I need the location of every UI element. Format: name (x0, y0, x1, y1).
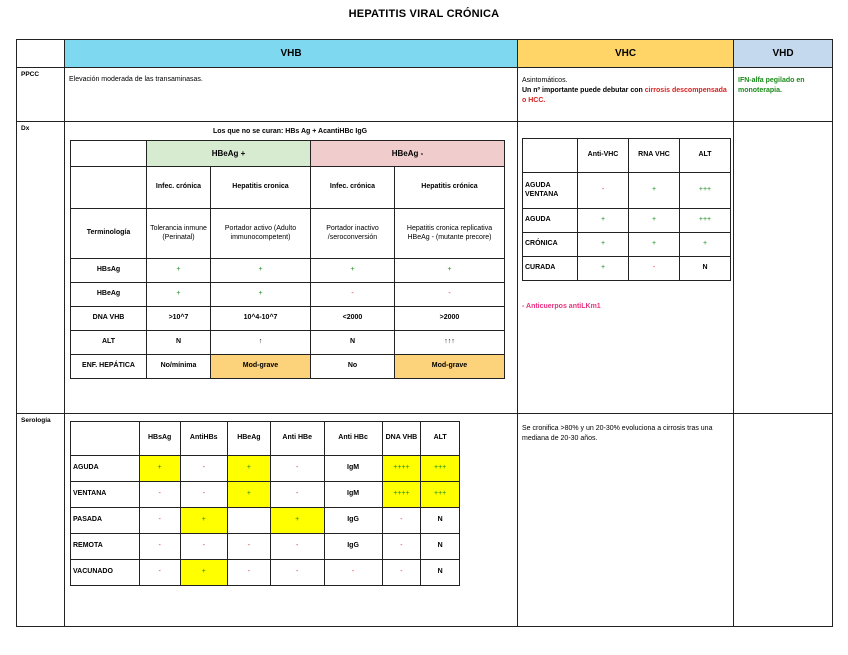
vhc-row (523, 233, 731, 257)
vhc-cell: + (578, 257, 629, 281)
vhc-column-header: RNA VHC (629, 139, 680, 173)
serology-cell: - (180, 456, 227, 482)
serology-cell: +++ (421, 456, 460, 482)
vhc-cell: + (578, 233, 629, 257)
serology-cell: IgG (324, 534, 382, 560)
serology-cell: + (227, 482, 270, 508)
dx-hbv-table (70, 140, 505, 379)
dx-cell: ↑↑↑ (395, 331, 505, 355)
vhc-cell: + (680, 233, 731, 257)
serology-cell: - (270, 456, 324, 482)
vhc-cell: + (629, 233, 680, 257)
vhc-cell: + (629, 209, 680, 233)
row-label-ppcc: PPCC (17, 68, 65, 122)
dx-cell: No/mínima (147, 355, 211, 379)
hbeag-negative-header: HBeAg - (311, 141, 505, 167)
dx-cell: + (147, 283, 211, 307)
serology-cell: - (227, 534, 270, 560)
vhc-cell: + (629, 173, 680, 209)
vhc-header-row (523, 139, 731, 173)
dx-sub-corner (71, 167, 147, 209)
serology-column-header: DNA VHB (382, 422, 421, 456)
ppcc-vhc (518, 68, 734, 122)
serology-cell: - (139, 560, 180, 586)
serology-cell: - (270, 534, 324, 560)
serology-cell: - (180, 534, 227, 560)
serology-row-label: VENTANA (71, 482, 140, 508)
dx-row-label: ALT (71, 331, 147, 355)
serology-row (71, 560, 460, 586)
serology-cell: - (270, 560, 324, 586)
dx-row (71, 307, 505, 331)
dx-sub-header: Infec. crónica (147, 167, 211, 209)
dx-cell: ↑ (211, 331, 311, 355)
serology-column-header: HBeAg (227, 422, 270, 456)
vhc-cell: +++ (680, 209, 731, 233)
serology-cell: - (139, 534, 180, 560)
dx-cell: Mod-grave (395, 355, 505, 379)
serology-cell (227, 508, 270, 534)
dx-row (71, 283, 505, 307)
dx-sub-header: Infec. crónica (311, 167, 395, 209)
dx-cell: + (147, 259, 211, 283)
vhc-table (522, 138, 731, 281)
serology-table (70, 421, 460, 586)
dx-cell: <2000 (311, 307, 395, 331)
serology-row-label: VACUNADO (71, 560, 140, 586)
dx-cell: Portador activo (Adulto immunocompetent) (211, 209, 311, 259)
dx-row-label: ENF. HEPÁTICA (71, 355, 147, 379)
hbeag-positive-header: HBeAg + (147, 141, 311, 167)
vhc-header: VHC (518, 40, 734, 68)
dx-cell: + (311, 259, 395, 283)
serology-cell: N (421, 508, 460, 534)
serology-cell: - (382, 508, 421, 534)
dx-cell: Hepatitis cronica replicativa HBeAg - (mutante precore) (395, 209, 505, 259)
dx-cell: >10^7 (147, 307, 211, 331)
serology-row (71, 482, 460, 508)
serology-column-header: AntiHBs (180, 422, 227, 456)
serology-cell: N (421, 560, 460, 586)
dx-cell: Tolerancia inmune (Perinatal) (147, 209, 211, 259)
dx-corner (71, 141, 147, 167)
vhc-cell: + (578, 209, 629, 233)
serology-cell: ++++ (382, 482, 421, 508)
vhc-row (523, 257, 731, 281)
sero-vhc: Se cronifica >80% y un 20-30% evoluciona a cirrosis tras una mediana de 20-30 años. (518, 414, 734, 627)
dx-row (71, 331, 505, 355)
ppcc-vhd: IFN-alfa pegilado en monoterapia. (734, 68, 833, 122)
dx-cell: Mod-grave (211, 355, 311, 379)
dx-cell: Portador inactivo /seroconversión (311, 209, 395, 259)
serology-cell: - (270, 482, 324, 508)
dx-vhd (734, 122, 833, 414)
serology-cell: + (270, 508, 324, 534)
dx-row-label: Terminología (71, 209, 147, 259)
ppcc-vhc-line2: Un nº importante puede debutar con (522, 87, 645, 95)
serology-row (71, 508, 460, 534)
serology-cell: + (227, 456, 270, 482)
sero-vhd (734, 414, 833, 627)
vhc-cell: N (680, 257, 731, 281)
vhc-cell: +++ (680, 173, 731, 209)
vhd-header: VHD (734, 40, 833, 68)
dx-caption: Los que no se curan: HBs Ag + AcantiHBc IgG (212, 128, 368, 135)
vhc-row-label: CRÓNICA (523, 233, 578, 257)
vhc-row (523, 173, 731, 209)
row-label-serologia: Serología (17, 414, 65, 627)
dx-cell: N (311, 331, 395, 355)
vhc-row (523, 209, 731, 233)
dx-row (71, 355, 505, 379)
vhc-row-label: CURADA (523, 257, 578, 281)
dx-row (71, 259, 505, 283)
vhc-row-label: AGUDA (523, 209, 578, 233)
dx-sub-header: Hepatitis crónica (395, 167, 505, 209)
serology-cell: + (139, 456, 180, 482)
serology-cell: + (180, 560, 227, 586)
page-title: HEPATITIS VIRAL CRÓNICA (348, 8, 500, 20)
serology-cell: - (324, 560, 382, 586)
serology-cell: ++++ (382, 456, 421, 482)
dx-row-label: HBsAg (71, 259, 147, 283)
serology-cell: IgG (324, 508, 382, 534)
vhc-note: - Anticuerpos antiLKm1 (522, 303, 601, 310)
dx-cell: No (311, 355, 395, 379)
serology-row-label: PASADA (71, 508, 140, 534)
corner-cell (17, 40, 65, 68)
serology-cell: + (180, 508, 227, 534)
serology-cell: - (139, 508, 180, 534)
row-label-dx: Dx (17, 122, 65, 414)
vhc-corner (523, 139, 578, 173)
serology-corner (71, 422, 140, 456)
vhb-header: VHB (65, 40, 518, 68)
serology-column-header: ALT (421, 422, 460, 456)
vhc-column-header: ALT (680, 139, 731, 173)
dx-row-label: HBeAg (71, 283, 147, 307)
dx-row (71, 209, 505, 259)
serology-header-row (71, 422, 460, 456)
dx-cell: - (311, 283, 395, 307)
ppcc-vhc-line1: Asintomáticos. (522, 77, 568, 84)
dx-cell: N (147, 331, 211, 355)
serology-cell: - (227, 560, 270, 586)
dx-cell: >2000 (395, 307, 505, 331)
serology-cell: - (139, 482, 180, 508)
vhc-cell: - (629, 257, 680, 281)
dx-cell: 10^4-10^7 (211, 307, 311, 331)
serology-cell: - (180, 482, 227, 508)
serology-cell: N (421, 534, 460, 560)
serology-row (71, 534, 460, 560)
serology-cell: IgM (324, 456, 382, 482)
dx-cell: + (395, 259, 505, 283)
serology-row-label: REMOTA (71, 534, 140, 560)
serology-row (71, 456, 460, 482)
serology-cell: - (382, 534, 421, 560)
dx-sub-header: Hepatitis cronica (211, 167, 311, 209)
dx-cell: + (211, 259, 311, 283)
serology-column-header: Anti HBe (270, 422, 324, 456)
vhc-column-header: Anti-VHC (578, 139, 629, 173)
serology-column-header: HBsAg (139, 422, 180, 456)
serology-row-label: AGUDA (71, 456, 140, 482)
serology-cell: +++ (421, 482, 460, 508)
vhc-cell: - (578, 173, 629, 209)
ppcc-vhc-line2-highlight: cirrosis descompensada o HCC. (522, 87, 727, 105)
dx-row-label: DNA VHB (71, 307, 147, 331)
vhc-row-label: AGUDA VENTANA (523, 173, 578, 209)
serology-cell: - (382, 560, 421, 586)
dx-cell: - (395, 283, 505, 307)
serology-column-header: Anti HBc (324, 422, 382, 456)
serology-cell: IgM (324, 482, 382, 508)
dx-cell: + (211, 283, 311, 307)
ppcc-vhb: Elevación moderada de las transaminasas. (65, 68, 518, 122)
